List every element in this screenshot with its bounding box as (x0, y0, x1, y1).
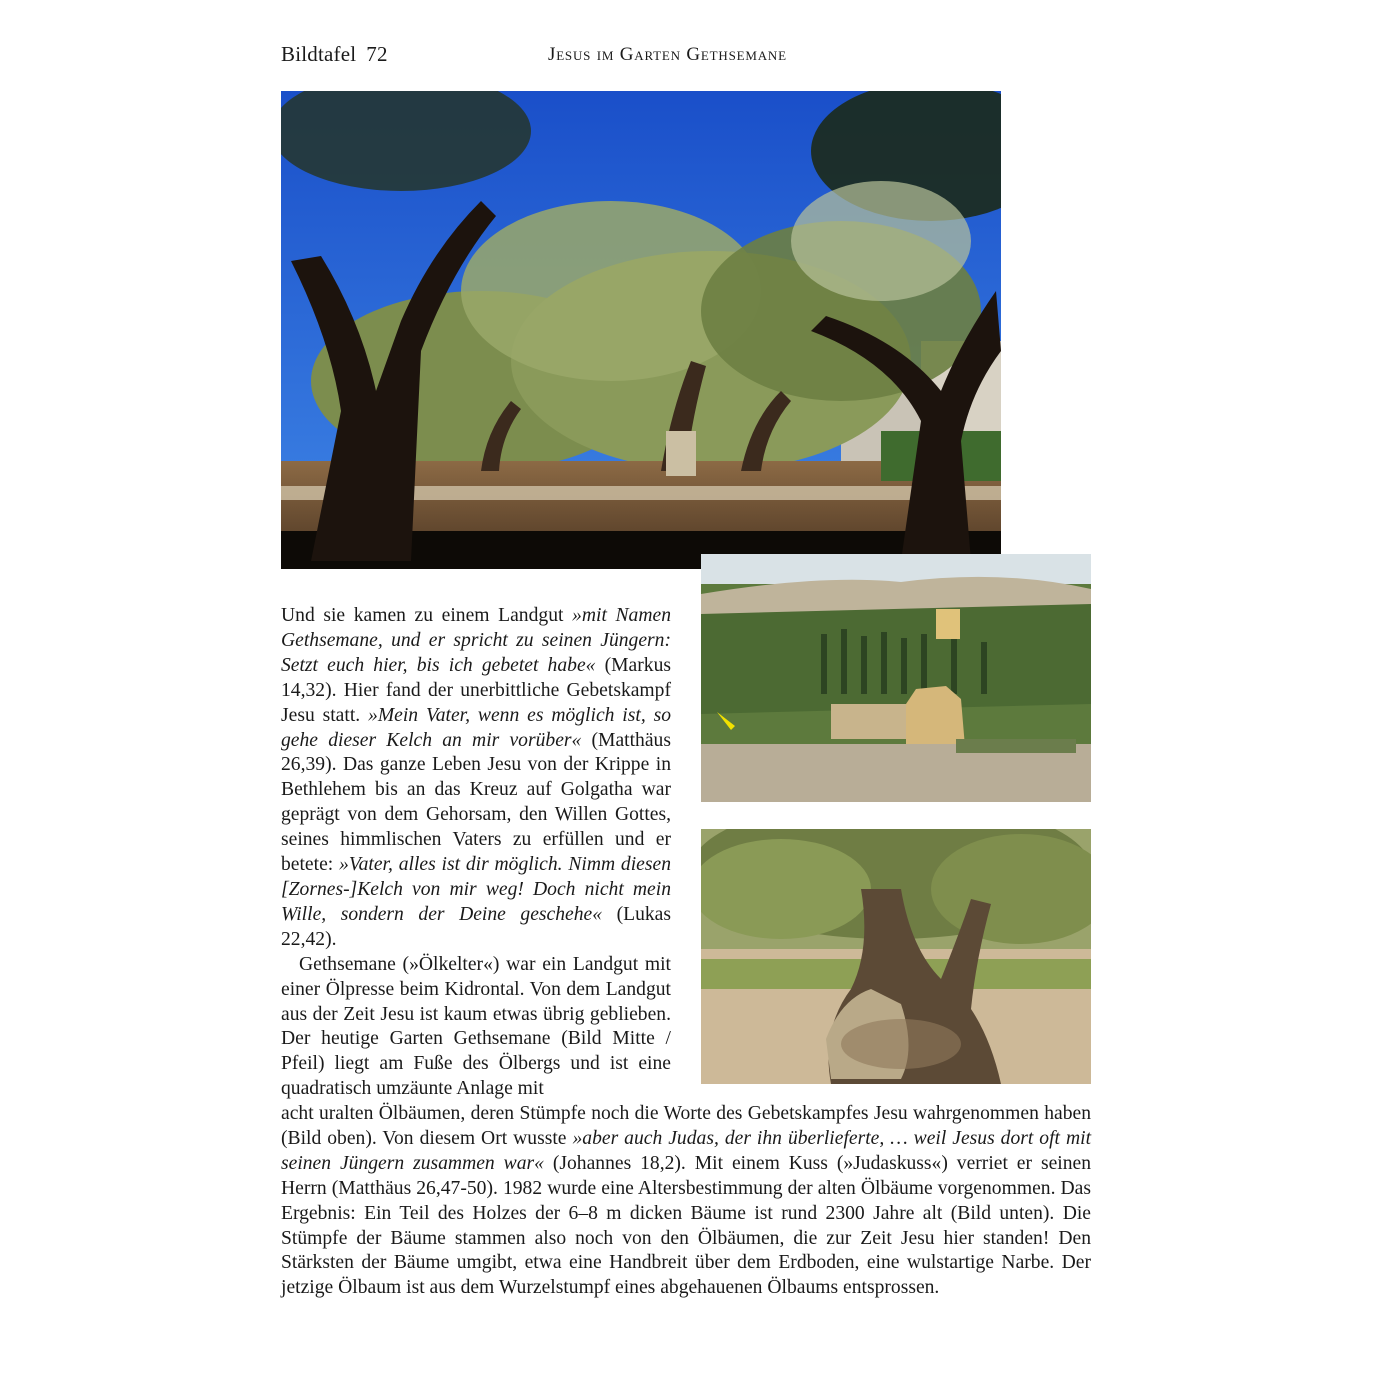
paragraph-1-quote-b: »Mein Vater, wenn es möglich ist, so gehe dieser Kelch an mir vorüber« (281, 704, 672, 751)
paragraph-2-quote: »aber auch Judas, der ihn überlieferte, … weil Jesus dort oft mit seinen Jüngern zusammen war« (281, 1127, 1092, 1174)
paragraph-1-text-b: (Markus 14,32). Hier fand der unerbittliche Gebetskampf Jesu statt. (281, 654, 671, 726)
paragraph-2-text-b: (Johannes 18,2). Mit einem Kuss (»Judaskuss«) verriet er seinen Herrn (Matthäus 26,47-50). 1982 wurde eine Altersbestimmung der alten Ölbäume vorgenommen. Das Ergebnis: Ein Teil des Holzes der 6–8 m dicken Bäume ist rund 2300 Jahre alt (Bild unten). Die Stümpfe der Bäume stammen also noch von den Ölbäumen, die zur Zeit Jesu hier standen! Den Stärksten der Bäume umgibt, etwa eine Handbreit über dem Erdboden, eine wulstartige Narbe. Der jetzige Ölbaum ist aus dem Wurzelstumpf eines abgehauenen Ölbaums entsprossen. (281, 1152, 1091, 1299)
plate-label (281, 42, 388, 67)
paragraph-1-quote-a: »mit Namen Gethsemane, und er spricht zu seinen Jüngern: Setzt euch hier, bis ich gebetet habe« (281, 605, 671, 676)
full-width-text (281, 1102, 1091, 1301)
paragraph-1 (281, 604, 671, 953)
plate-number: 72 (366, 42, 388, 66)
mount-of-olives-church-icon (701, 554, 1091, 802)
column-text (281, 604, 671, 1102)
paragraph-1-text-d: (Lukas 22,42). (281, 903, 671, 950)
ancient-olive-tree-icon (701, 829, 1091, 1084)
page-title: Jesus im Garten Gethsemane (548, 44, 787, 65)
paragraph-1-text-a: Und sie kamen zu einem Landgut (281, 605, 573, 626)
paragraph-2-text-a: acht uralten Ölbäumen, deren Stümpfe noch die Worte des Gebetskampfes Jesu wahrgenommen haben (Bild oben). Von diesem Ort wusste (281, 1103, 1091, 1149)
paragraph-2-continued (281, 1102, 1091, 1301)
paragraph-2-start: Gethsemane (»Ölkelter«) war ein Landgut mit einer Ölpresse beim Kidrontal. Von dem Landgut aus der Zeit Jesu ist kaum etwas übrig geblieben. Der heutige Garten Gethsemane (Bild Mitte / Pfeil) liegt am Fuße des Ölbergs und ist eine quadratisch umzäunte Anlage mit (281, 953, 671, 1100)
olive-trees-gethsemane-icon (281, 91, 1001, 569)
paragraph-1-quote-c: »Vater, alles ist dir möglich. Nimm diesen [Zornes-]Kelch von mir weg! Doch nicht mein Wille, sondern der Deine geschehe« (281, 854, 671, 925)
paragraph-1-text-c: (Matthäus 26,39). Das ganze Leben Jesu von der Krippe in Bethlehem bis an das Kreuz auf Golgatha war geprägt von dem Gehorsam, den Willen Gottes, seines himmlischen Vaters zu erfüllen und er betete: (281, 729, 671, 876)
plate-label-text: Bildtafel (281, 42, 357, 66)
